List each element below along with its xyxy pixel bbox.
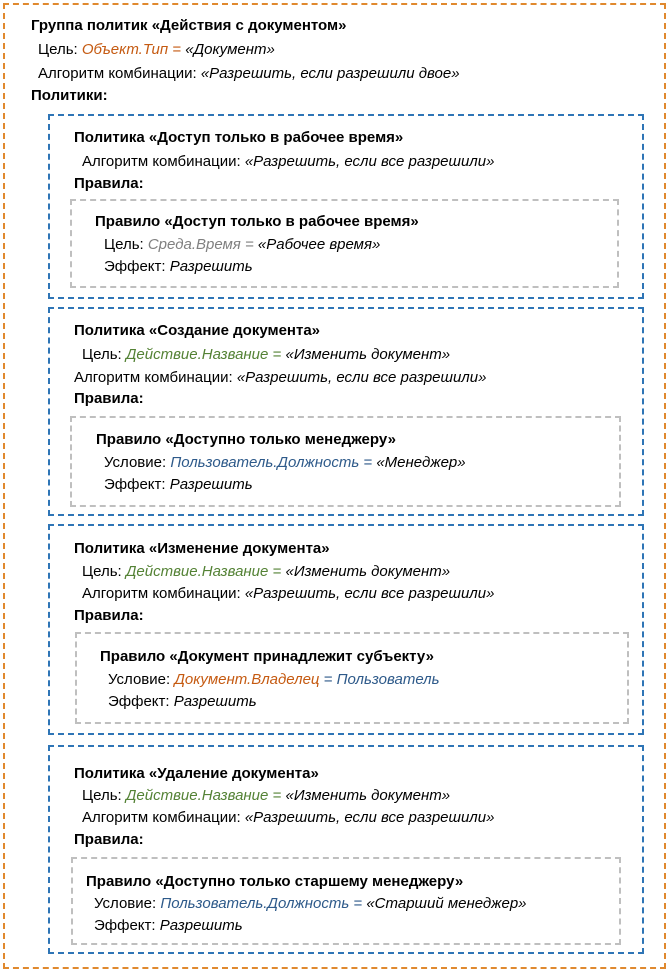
rule-effect: Эффект: Разрешить [104,258,253,275]
policy-target: Цель: Действие.Название = «Изменить документ» [82,787,451,804]
policy-title: Политика «Создание документа» [74,322,321,339]
policy-algorithm: Алгоритм комбинации: «Разрешить, если все разрешили» [82,153,495,170]
policy-algorithm: Алгоритм комбинации: «Разрешить, если все разрешили» [74,369,487,386]
rule-effect: Эффект: Разрешить [108,693,257,710]
policy-algorithm: Алгоритм комбинации: «Разрешить, если все разрешили» [82,809,495,826]
group-policies-label: Политики: [31,87,108,104]
group-target: Цель: Объект.Тип = «Документ» [38,41,275,58]
policy-rules-label: Правила: [74,390,144,407]
rule-effect: Эффект: Разрешить [94,917,243,934]
policy-rules-label: Правила: [74,831,144,848]
rule-target: Цель: Среда.Время = «Рабочее время» [104,236,381,253]
policy-algorithm: Алгоритм комбинации: «Разрешить, если все разрешили» [82,585,495,602]
rule-condition: Условие: Пользователь.Должность = «Старший менеджер» [94,895,527,912]
rule-title: Правило «Документ принадлежит субъекту» [100,648,434,665]
policy-rules-label: Правила: [74,175,144,192]
policy-target: Цель: Действие.Название = «Изменить документ» [82,563,451,580]
rule-title: Правило «Доступ только в рабочее время» [95,213,419,230]
rule-condition: Условие: Пользователь.Должность = «Менеджер» [104,454,466,471]
rule-title: Правило «Доступно только менеджеру» [96,431,396,448]
group-title: Группа политик «Действия с документом» [31,17,347,34]
rule-title: Правило «Доступно только старшему менеджеру» [86,873,464,890]
group-algorithm: Алгоритм комбинации: «Разрешить, если разрешили двое» [38,65,460,82]
policy-title: Политика «Изменение документа» [74,540,330,557]
rule-condition: Условие: Документ.Владелец = Пользователь [108,671,440,688]
group-target-attr: Объект.Тип [81,41,169,58]
group-target-value: «Документ» [185,41,275,58]
policy-rules-label: Правила: [74,607,144,624]
policy-title: Политика «Доступ только в рабочее время» [74,129,404,146]
policy-target: Цель: Действие.Название = «Изменить документ» [82,346,451,363]
rule-effect: Эффект: Разрешить [104,476,253,493]
policy-title: Политика «Удаление документа» [74,765,319,782]
